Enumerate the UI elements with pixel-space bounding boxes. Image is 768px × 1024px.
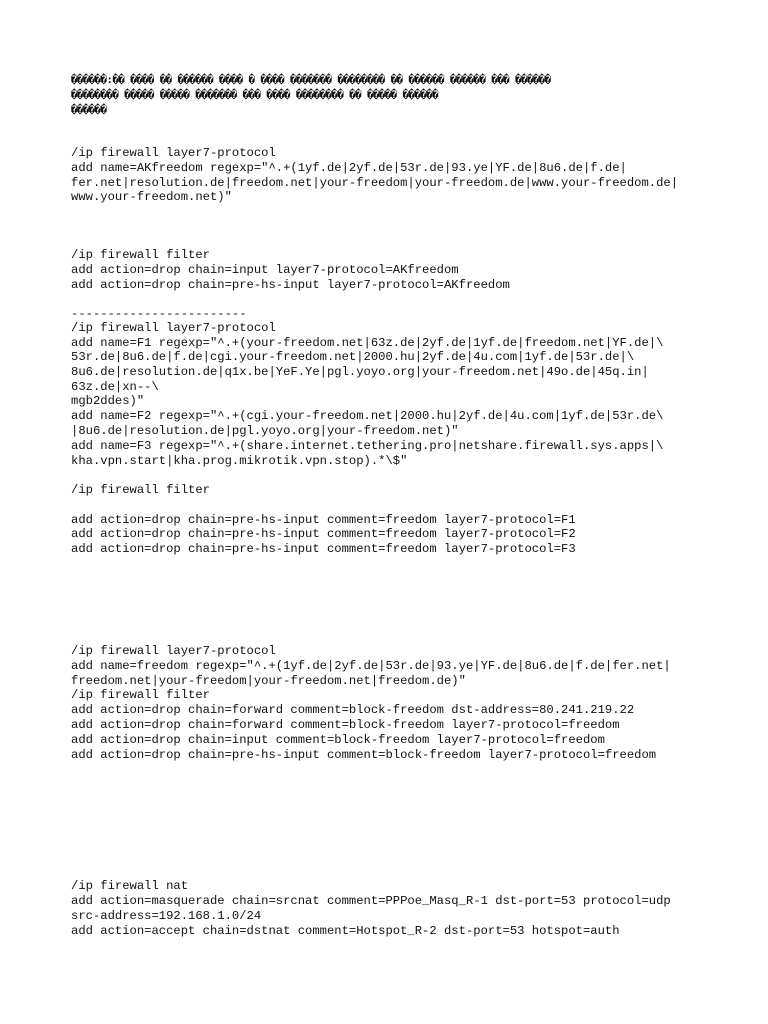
- code-line: add action=drop chain=input layer7-protocol=AKfreedom: [71, 263, 459, 277]
- code-line: 53r.de|8u6.de|f.de|cgi.your-freedom.net|2000.hu|2yf.de|4u.com|1yf.de|53r.de|\: [71, 350, 635, 364]
- code-line: add name=AKfreedom regexp="^.+(1yf.de|2yf.de|53r.de|93.ye|YF.de|8u6.de|f.de|: [71, 161, 627, 175]
- code-line: 8u6.de|resolution.de|q1x.be|YeF.Ye|pgl.yoyo.org|your-freedom.net|49o.de|45q.in|: [71, 365, 649, 379]
- code-line: /ip firewall layer7-protocol: [71, 146, 276, 160]
- code-line: add action=drop chain=pre-hs-input comment=freedom layer7-protocol=F3: [71, 542, 576, 556]
- code-line: /ip firewall filter: [71, 483, 210, 497]
- code-line: add action=drop chain=pre-hs-input comment=freedom layer7-protocol=F1: [71, 513, 576, 527]
- code-line: add action=drop chain=pre-hs-input layer7-protocol=AKfreedom: [71, 278, 510, 292]
- code-line: ------------------------: [71, 307, 247, 321]
- code-line: add action=accept chain=dstnat comment=Hotspot_R-2 dst-port=53 hotspot=auth: [71, 924, 620, 938]
- garbled-text-line: �������� ����� ����� ������� ��� ���� �������� �� ����� ������: [71, 89, 439, 101]
- code-line: add name=F1 regexp="^.+(your-freedom.net|63z.de|2yf.de|1yf.de|freedom.net|YF.de|\: [71, 336, 664, 350]
- code-line: /ip firewall nat: [71, 879, 189, 893]
- code-line: www.your-freedom.net)": [71, 190, 232, 204]
- code-line: add name=freedom regexp="^.+(1yf.de|2yf.de|53r.de|93.ye|YF.de|8u6.de|f.de|fer.net|: [71, 659, 671, 673]
- code-line: kha.vpn.start|kha.prog.mikrotik.vpn.stop).*\$": [71, 454, 408, 468]
- code-line: fer.net|resolution.de|freedom.net|your-freedom|your-freedom.de|www.your-freedom.de|: [71, 176, 679, 190]
- code-line: /ip firewall layer7-protocol: [71, 644, 276, 658]
- code-line: /ip firewall layer7-protocol: [71, 321, 276, 335]
- code-line: |8u6.de|resolution.de|pgl.yoyo.org|your-freedom.net)": [71, 424, 459, 438]
- code-line: add action=drop chain=pre-hs-input comment=block-freedom layer7-protocol=freedom: [71, 748, 657, 762]
- garbled-text-line: ������: [71, 104, 107, 116]
- code-line: mgb2ddes)": [71, 394, 145, 408]
- code-line: add name=F2 regexp="^.+(cgi.your-freedom.net|2000.hu|2yf.de|4u.com|1yf.de|53r.de\: [71, 409, 664, 423]
- code-line: /ip firewall filter: [71, 688, 210, 702]
- code-line: add action=drop chain=forward comment=block-freedom layer7-protocol=freedom: [71, 718, 620, 732]
- code-line: 63z.de|xn--\: [71, 380, 159, 394]
- code-line: /ip firewall filter: [71, 248, 210, 262]
- code-line: add action=drop chain=pre-hs-input comment=freedom layer7-protocol=F2: [71, 527, 576, 541]
- code-line: src-address=192.168.1.0/24: [71, 909, 262, 923]
- document-page: [71, 0, 751, 1024]
- code-line: add action=drop chain=input comment=block-freedom layer7-protocol=freedom: [71, 733, 605, 747]
- garbled-text-line: ������:�� ���� �� ������ ���� � ���� ������� �������� �� ������ ������ ��� ������: [71, 74, 551, 86]
- code-line: add action=masquerade chain=srcnat comment=PPPoe_Masq_R-1 dst-port=53 protocol=udp: [71, 894, 671, 908]
- code-line: add action=drop chain=forward comment=block-freedom dst-address=80.241.219.22: [71, 703, 635, 717]
- code-line: freedom.net|your-freedom|your-freedom.net|freedom.de)": [71, 674, 466, 688]
- code-line: add name=F3 regexp="^.+(share.internet.tethering.pro|netshare.firewall.sys.apps|\: [71, 439, 664, 453]
